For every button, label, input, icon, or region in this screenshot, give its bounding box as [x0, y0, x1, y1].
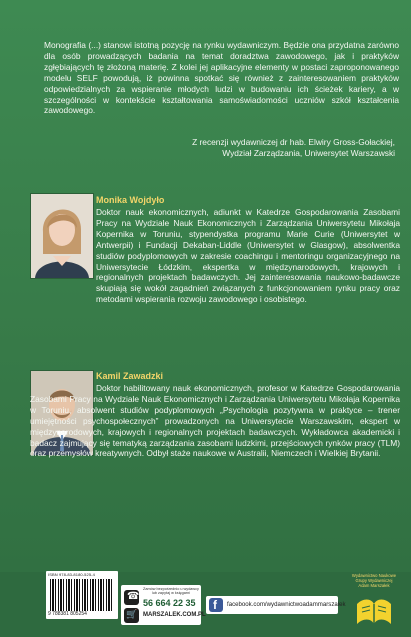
- publisher-name: Wydawnictwo Naukowe Grupy Wydawniczej Adam Marszałek: [351, 573, 397, 588]
- facebook-url: facebook.com/wydawnictwoadammarszalek: [227, 601, 346, 608]
- book-blurb: Monografia (...) stanowi istotną pozycję na rynku wydawniczym. Będzie ona przydatna zarówno dla osób prowadzących badania na temat doradztwa zawodowego, jak i praktyków zgłębiających tę złożoną materię. Z kolei jej aplikacyjne elementy w postaci zaproponowanego modelu SELF powodują, iż powinna spotkać się również z zainteresowaniem praktyków odpowiedzialnych za wspieranie młodych ludzi w budowaniu ich ścieżek kariery, a w szczególności w kontekście kształtowania samoświadomości uczniów szkół kształcenia zawodowego.: [44, 40, 399, 116]
- phone-number: 56 664 22 35: [143, 598, 196, 608]
- publisher-logo: [349, 574, 399, 626]
- portrait-woman-icon: [31, 194, 93, 278]
- barcode: [46, 571, 118, 619]
- review-source-line: Z recenzji wydawniczej dr hab. Elwiry Gross-Gołackiej,: [192, 137, 395, 147]
- author-name-kamil: Kamil Zawadzki: [96, 371, 164, 381]
- contact-label: Zamów bezpośrednio u wydawcy lub zapytaj w księgarni: [143, 587, 199, 596]
- website-url: MARSZALEK.COM.PL: [143, 612, 206, 618]
- author-name-monika: Monika Wojdyło: [96, 195, 165, 205]
- cart-icon: [124, 608, 139, 623]
- author-photo-monika: [30, 193, 94, 279]
- review-affiliation-line: Wydział Zarządzania, Uniwersytet Warszawski: [222, 148, 395, 158]
- phone-icon: [124, 590, 139, 605]
- barcode-bars-icon: [50, 579, 114, 611]
- author-bio-monika: Doktor nauk ekonomicznych, adiunkt w Katedrze Gospodarowania Zasobami Pracy na Wydziale Nauk Ekonomicznych i Zarządzania Uniwersytetu Mikołaja Kopernika w Toruniu, stypendystka programu Marie Curie (Uniwersytet w Antwerpii) i Fundacji Dekaban-Liddle (Uniwersytet w Glasgow), absolwentka studiów podyplomowych w zakresie coachingu i mentoringu organizacyjnego na Uniwersytecie Łódzkim, ekspertka w międzynarodowych, krajowych i regionalnych projektach badawczych. Jej zainteresowania naukowo-badawcze skupiają się wokół zagadnień związanych z funkcjonowaniem rynku pracy oraz metodami wspierania rozwoju zawodowego i osobistego.: [96, 207, 400, 305]
- facebook-icon: [209, 598, 223, 612]
- facebook-box: [206, 596, 346, 614]
- barcode-digits: 9 788381 805254: [48, 611, 87, 617]
- contact-box: [121, 585, 206, 625]
- author-bio-kamil: Doktor habilitowany nauk ekonomicznych, profesor w Katedrze Gospodarowania Zasobami Pracy na Wydziale Nauk Ekonomicznych i Zarządzania Uniwersytetu Mikołaja Kopernika w Toruniu, absolwent studiów podyplomowych „Psychologia pozytywna w praktyce – trener umiejętności psychospołecznych” prowadzonych na Uniwersytecie Warszawskim, ekspert w międzynarodowych, krajowych i regionalnych projektach badawczych. Wykładowca akademicki i badacz zajmujący się tematyką zarządzania zasobami ludzkimi, przejściowych rynków pracy (TLM) oraz przemysłów kreatywnych. Odbył staże naukowe w Australii, Niemczech i Wielkiej Brytanii.: [30, 383, 400, 459]
- isbn-text: ISBN 978-83-8180-525-4: [48, 572, 95, 577]
- publisher-emblem-icon: [349, 574, 399, 626]
- review-attribution: [135, 137, 395, 159]
